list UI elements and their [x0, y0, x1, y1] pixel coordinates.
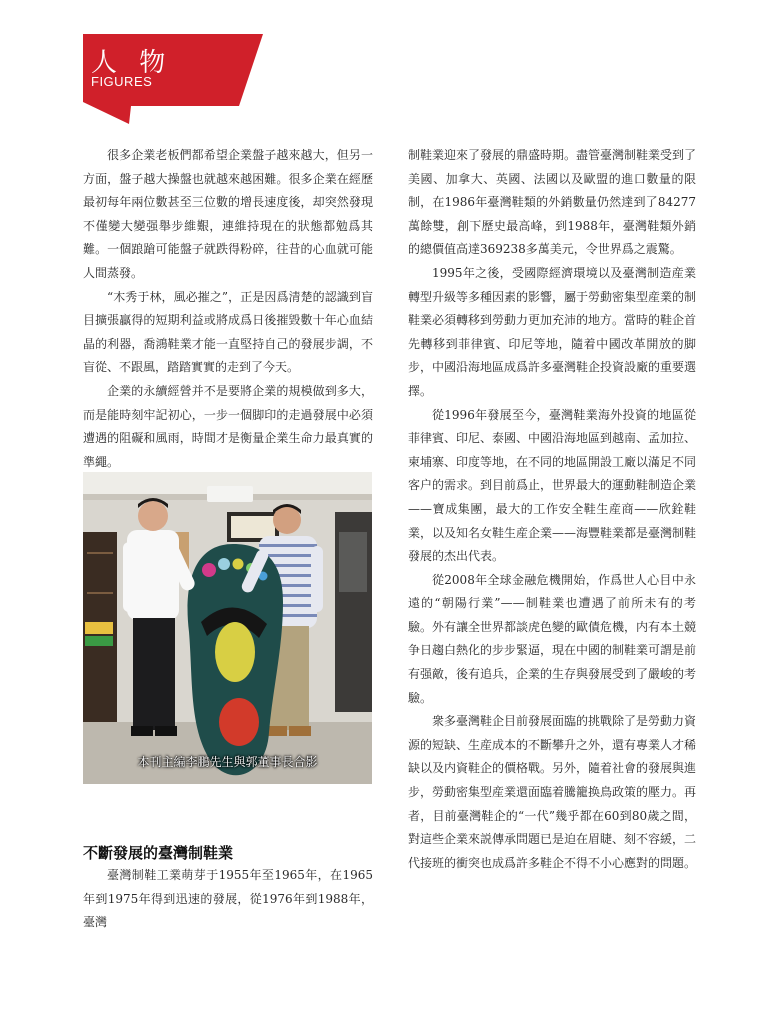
section-banner — [83, 34, 263, 124]
paragraph: 衆多臺灣鞋企目前發展面臨的挑戰除了是勞動力資源的短缺、生産成本的不斷攀升之外，還有專業人才稀缺以及内資鞋企的價格戰。另外，隨着社會的發展與進步，勞動密集型産業還面臨着騰籠换鳥政策的壓力。再者，目前臺灣鞋企的“一代”幾乎都在60到80歲之間，對這些企業來説傳承問題已是迫在眉睫、刻不容緩，二代接班的衝突也成爲許多鞋企不得不小心應對的問題。 — [408, 714, 697, 870]
paragraph: 臺灣制鞋工業萌芽于1955年至1965年，在1965年到1975年得到迅速的發展，從1976年到1988年，臺灣 — [83, 868, 373, 930]
photo-illustration — [83, 472, 372, 784]
section-body — [83, 864, 373, 935]
right-column — [408, 144, 696, 875]
paragraph: 從2008年全球金融危機開始，作爲世人心目中永遠的“朝陽行業”——制鞋業也遭遇了前所未有的考驗。外有讓全世界都談虎色變的歐債危機，内有本土競争日趨白熱化的步步緊逼，現在中國的制鞋業可謂是前有强敵，後有追兵，企業的生存與發展受到了嚴峻的考驗。 — [408, 572, 697, 705]
paragraph: 企業的永續經營并不是要將企業的規模做到多大，而是能時刻牢記初心，一步一個脚印的走過發展中必須遭遇的阻礙和風雨，時間才是衡量企業生命力最真實的準繩。 — [83, 383, 373, 469]
paragraph: “木秀于林，風必摧之”，正是因爲清楚的認識到盲目擴張贏得的短期利益或將成爲日後摧毀數十年心血結晶的利器，喬鴻鞋業才能一直堅持自己的發展步調，不盲從、不跟風，踏踏實實的走到了今天。 — [83, 289, 373, 375]
section-title-english: FIGURES — [91, 74, 153, 89]
paragraph: 制鞋業迎來了發展的鼎盛時期。盡管臺灣制鞋業受到了美國、加拿大、英國、法國以及歐盟的進口數量的限制，在1986年臺灣鞋類的外銷數量仍然達到了84277萬餘雙，創下歷史最高峰，到1988年，臺灣鞋類外銷的總價值高達369238多萬美元，令世界爲之震驚。 — [408, 148, 697, 257]
photo — [83, 472, 372, 784]
paragraph: 很多企業老板們都希望企業盤子越來越大，但另一方面，盤子越大操盤也就越來越困難。很多企業在經歷最初每年兩位數甚至三位數的增長速度後，却突然發現不僅變大變强舉步維艱，連維持現在的狀態都勉爲其難。一個踉蹌可能盤子就跌得粉碎，往昔的心血就可能人間蒸發。 — [83, 148, 373, 280]
paragraph: 從1996年發展至今，臺灣鞋業海外投資的地區從菲律賓、印尼、泰國、中國沿海地區到越南、孟加拉、柬埔寨、印度等地，在不同的地區開設工廠以滿足不同客户的需求。到目前爲止，世界最大的運動鞋制造企業——寶成集團，最大的工作安全鞋生産商——欣銓鞋業，以及知名女鞋生産企業——海豐鞋業都是臺灣制鞋發展的杰出代表。 — [408, 407, 697, 564]
section-heading: 不斷發展的臺灣制鞋業 — [83, 844, 234, 862]
paragraph: 1995年之後，受國際經濟環境以及臺灣制造産業轉型升級等多種因素的影響，屬于勞動密集型産業的制鞋業必須轉移到勞動力更加充沛的地方。當時的鞋企首先轉移到菲律賓、印尼等地，隨着中國改革開放的脚步，中國沿海地區成爲許多臺灣鞋企投資設廠的重要選擇。 — [408, 265, 697, 398]
photo-caption: 本刊主編李鵬先生與郭董事長合影 — [137, 755, 318, 769]
section-title-chinese: 人 物 — [91, 48, 173, 78]
left-column — [83, 144, 373, 474]
